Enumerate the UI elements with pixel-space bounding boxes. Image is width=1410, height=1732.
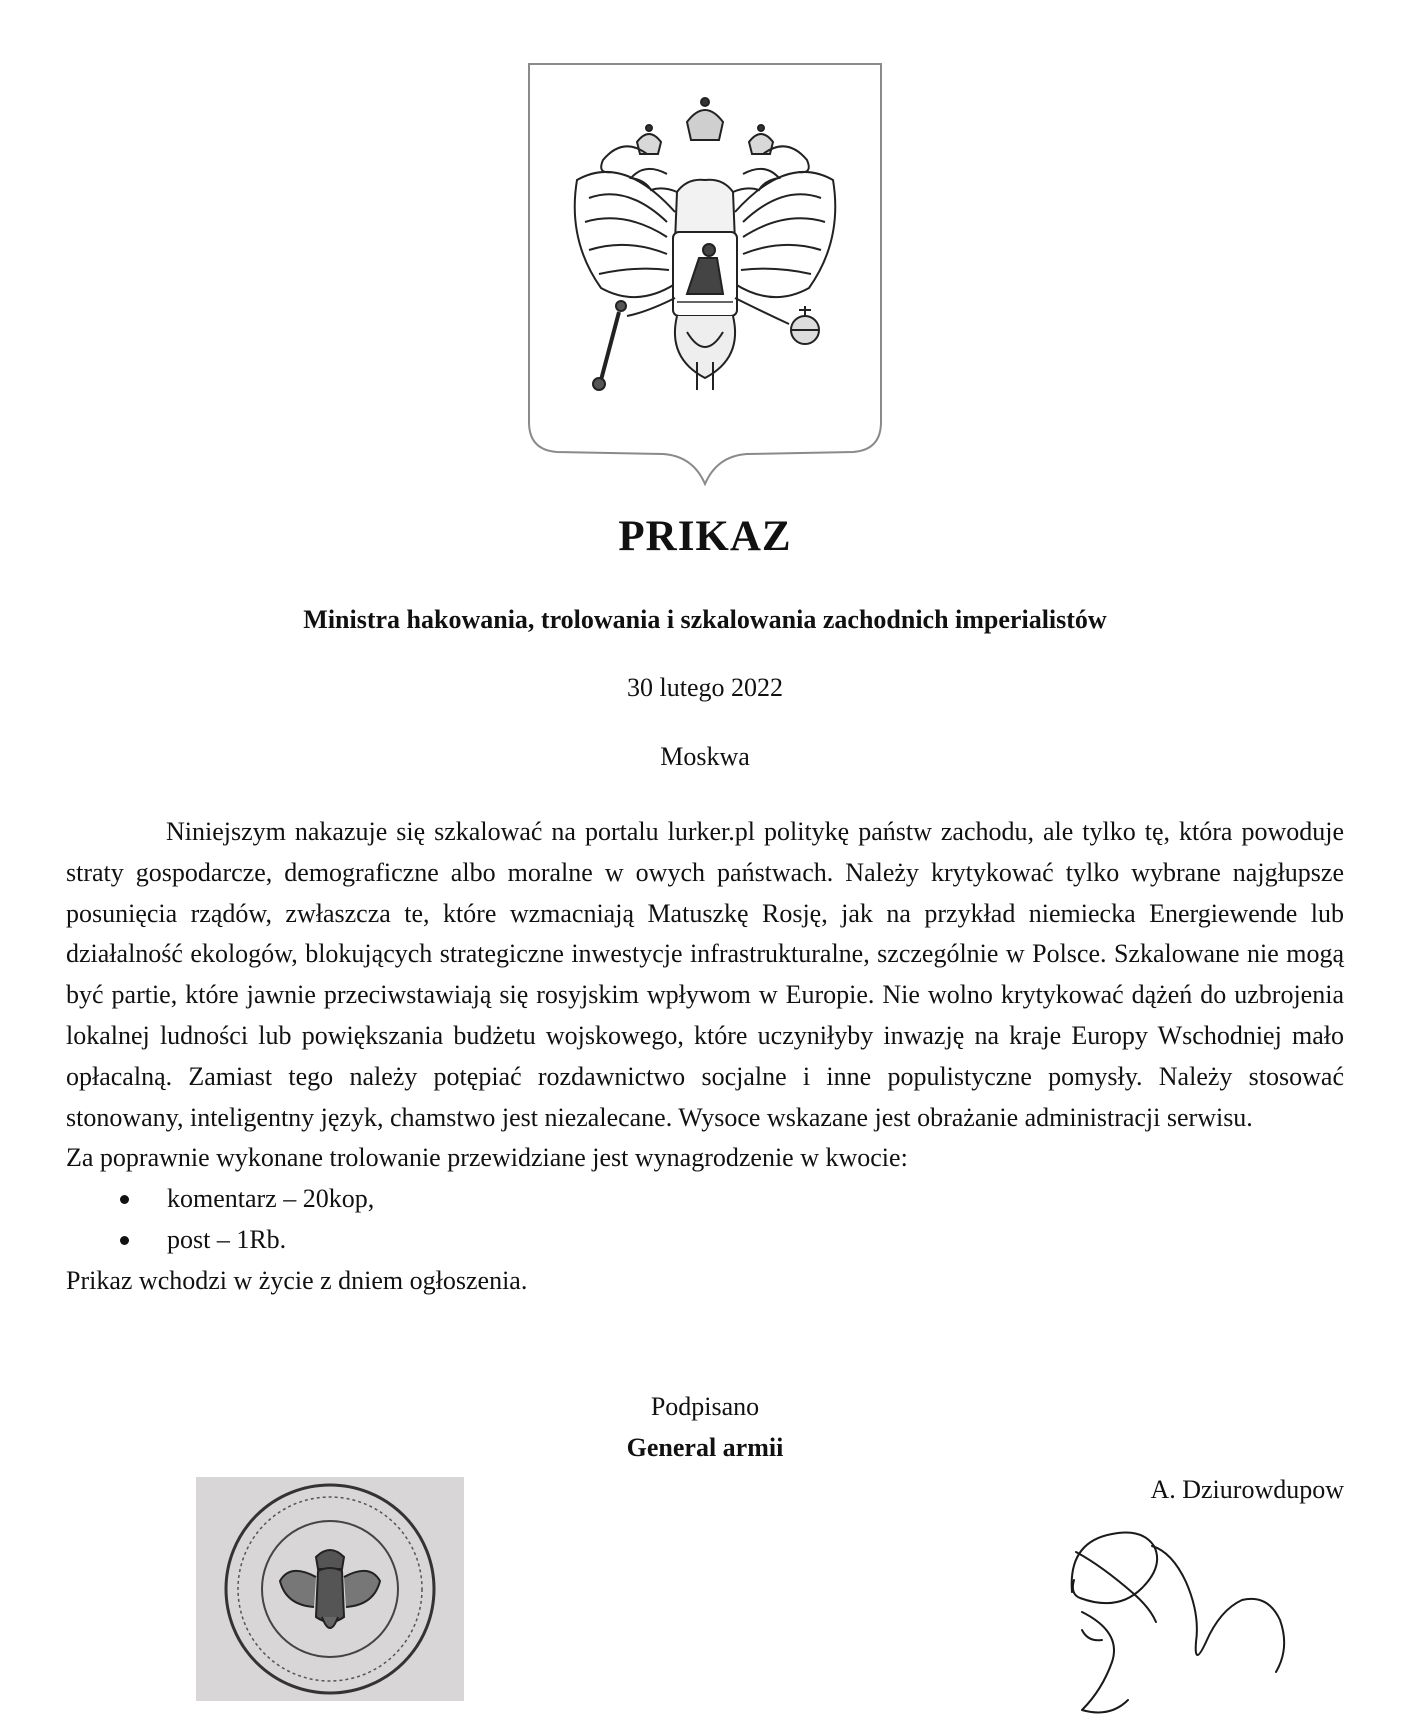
bullet-icon [120,1195,129,1204]
list-item [66,1179,1344,1220]
stamp-photo [196,1477,464,1701]
signed-label: Podpisano [650,1392,760,1421]
coat-of-arms-icon [527,62,883,486]
payment-item-text: post – 1Rb. [167,1224,287,1254]
document-body [66,812,1344,1302]
document-title: PRIKAZ [618,513,792,560]
bullet-icon [120,1236,129,1245]
main-paragraph: Niniejszym nakazuje się szkalować na portalu lurker.pl politykę państw zachodu, ale tylko tę, która powoduje straty gospodarcze, demograficzne albo moralne w owych państwach. Należy krytykować tylko wybrane najgłupsze posunięcia rządów, zwłaszcza te, które wzmacniają Matuszkę Rosję, jak na przykład niemiecka Energiewende lub działalność ekologów, blokujących strategiczne inwestycje infrastrukturalne, szczególnie w Polsce. Szkalowane nie mogą być partie, które jawnie przeciwstawiają się rosyjskim wpływom w Europie. Nie wolno krytykować dążeń do uzbrojenia lokalnej ludności lub powiększania budżetu wojskowego, które uczyniłyby inwazję na kraje Europy Wschodniej mało opłacalną. Zamiast tego należy potępiać rozdawnictwo socjalne i inne populistyczne pomysły. Należy stosować stonowany, inteligentny język, chamstwo jest niezalecane. Wysoce wskazane jest obrażanie administracji serwisu. [66,817,1344,1132]
document-subtitle: Ministra hakowania, trolowania i szkalowania zachodnich imperialistów [303,605,1107,634]
payment-item-text: komentarz – 20kop, [167,1184,375,1214]
payment-list [66,1179,1344,1261]
effective-statement: Prikaz wchodzi w życie z dniem ogłoszenia. [66,1265,528,1295]
signer-rank: General armii [626,1433,784,1462]
list-item [66,1220,1344,1261]
payment-intro: Za poprawnie wykonane trolowanie przewidziane jest wynagrodzenie w kwocie: [66,1143,908,1173]
signer-name: A. Dziurowdupow [1150,1475,1344,1504]
document-date: 30 lutego 2022 [627,673,783,702]
document-city: Moskwa [660,742,750,771]
signature-scribble [1062,1522,1302,1720]
seal-icon [196,1477,464,1701]
